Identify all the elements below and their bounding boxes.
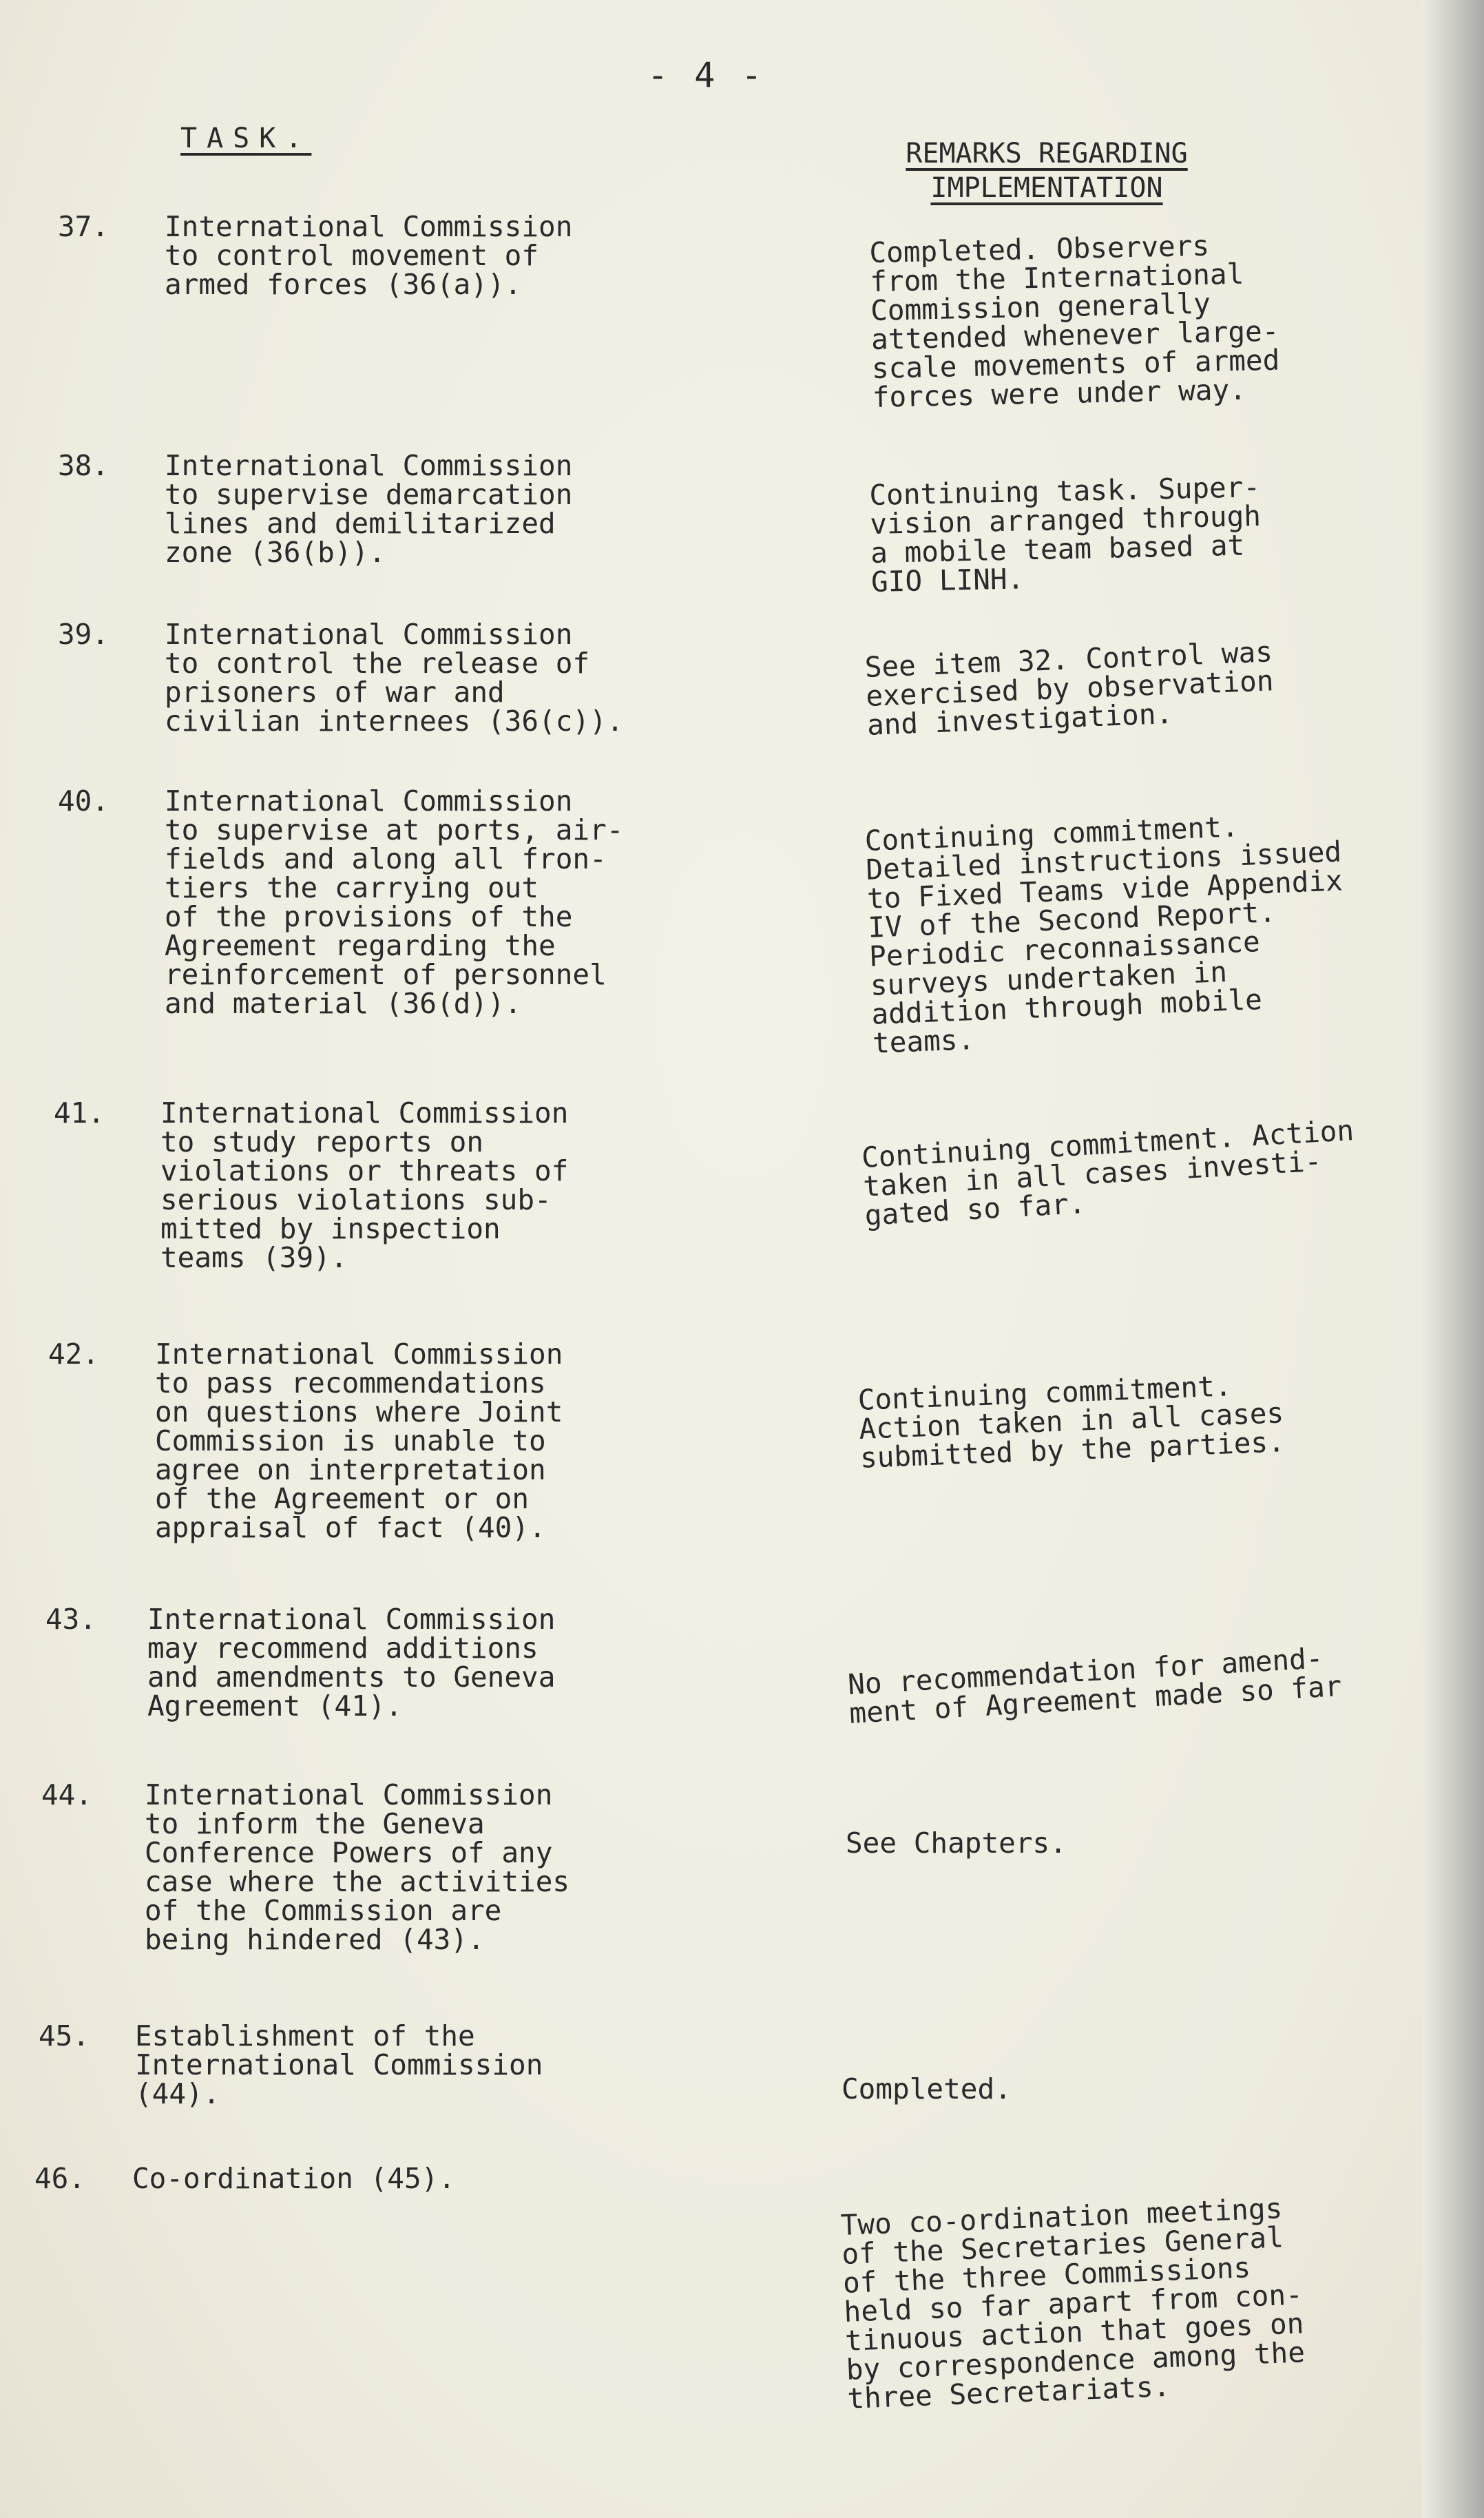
remark-item-41: Continuing commitment. Action taken in all cases investi- gated so far. bbox=[860, 1114, 1355, 1232]
item-number: 37. bbox=[58, 210, 109, 243]
remark-item-37: Completed. Observers from the International Commission generally attended whenever large- scale movements of armed forces were under way. bbox=[868, 229, 1280, 414]
task-column-heading: TASK. bbox=[180, 123, 312, 154]
item-number: 39. bbox=[58, 618, 109, 651]
page-number: - 4 - bbox=[647, 55, 765, 95]
task-text: International Commission to study reports on violations or threats of serious violations sub- mitted by inspection teams (39). bbox=[160, 1096, 569, 1274]
task-text: International Commission to control movement of armed forces (36(a)). bbox=[165, 210, 573, 301]
task-text: International Commission to pass recommendations on questions where Joint Commission is unable to agree on interpretation of the Agreement or on appraisal of fact (40). bbox=[155, 1338, 563, 1544]
remark-item-46: Two co-ordination meetings of the Secretaries General of the three Commissions held so far apart from con- tinuous action that goes on by correspondence among the three Secretariats. bbox=[839, 2192, 1306, 2415]
task-text: International Commission may recommend additions and amendments to Geneva Agreement (41). bbox=[147, 1603, 556, 1723]
item-number: 38. bbox=[58, 449, 109, 482]
item-number: 45. bbox=[39, 2019, 90, 2052]
remarks-column-heading: REMARKS REGARDING IMPLEMENTATION bbox=[906, 138, 1188, 204]
task-text: International Commission to supervise at ports, air- fields and along all fron- tiers the carrying out of the provisions of the Agreement regarding the reinforcement of personnel and material (36(d)). bbox=[165, 784, 624, 1020]
task-text: International Commission to inform the Geneva Conference Powers of any case where the activities of the Commission are being hindered (43). bbox=[145, 1778, 570, 1956]
remark-item-45: Completed. bbox=[842, 2072, 1012, 2105]
page-edge-shadow bbox=[1422, 0, 1484, 2518]
task-text: Co-ordination (45). bbox=[132, 2162, 455, 2195]
remark-item-44: See Chapters. bbox=[846, 1827, 1067, 1860]
remark-item-43: No recommendation for amend- ment of Agreement made so far bbox=[846, 1641, 1343, 1730]
remark-item-40: Continuing commitment. Detailed instructions issued to Fixed Teams vide Appendix IV of the Second Report. Periodic reconnaissance surveys undertaken in addition through mobile teams. bbox=[864, 810, 1344, 1060]
remark-item-42: Continuing commitment. Action taken in all cases submitted by the parties. bbox=[857, 1369, 1286, 1475]
item-number: 40. bbox=[58, 784, 109, 818]
item-number: 46. bbox=[34, 2162, 86, 2195]
item-number: 43. bbox=[45, 1603, 97, 1636]
item-number: 42. bbox=[48, 1338, 100, 1371]
task-text: International Commission to control the release of prisoners of war and civilian internees (36(c)). bbox=[165, 618, 624, 738]
item-number: 44. bbox=[41, 1778, 93, 1811]
item-number: 41. bbox=[54, 1096, 105, 1130]
remark-item-39: See item 32. Control was exercised by observation and investigation. bbox=[864, 635, 1275, 742]
remark-item-38: Continuing task. Super- vision arranged through a mobile team based at GIO LINH. bbox=[868, 470, 1262, 599]
task-text: Establishment of the International Commission (44). bbox=[135, 2019, 543, 2110]
task-text: International Commission to supervise demarcation lines and demilitarized zone (36(b)). bbox=[165, 449, 573, 569]
